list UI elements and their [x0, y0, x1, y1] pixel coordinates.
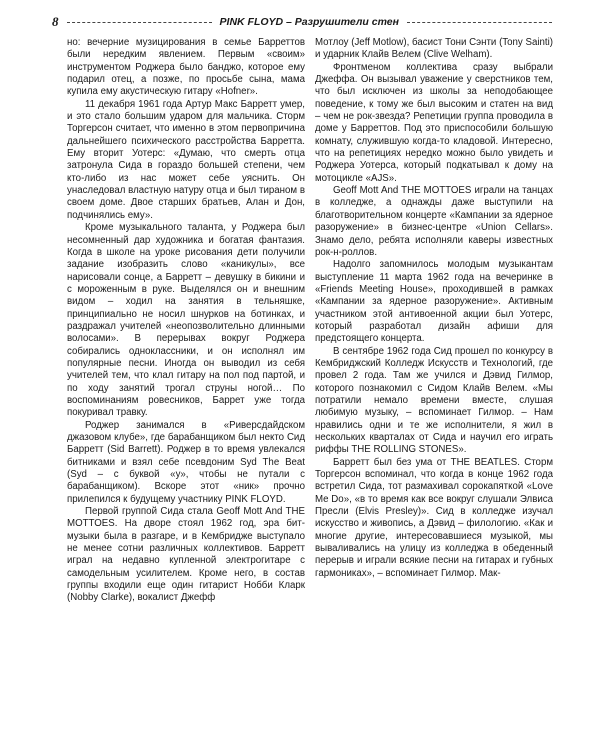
paragraph: В сентябре 1962 года Сид прошел по конкурсу в Кембриджский Колледж Искусств и Технологий, где провел 2 года. Там же учился и Дэвид Гилмор, которого познакомил с Сидом Клайв Велем. «Мы потратили немало времени вместе, слушая любимую музыку, – вспоминает Гилмор. – Нам нравились одни и те же исполнители, я жил в нескольких кварталах от Сида и научил его играть риффы THE ROLLING STONES».	[315, 345, 553, 456]
paragraph: Барретт был без ума от THE BEATLES. Сторм Торгерсон вспоминал, что когда в конце 1962 года встретил Сида, тот размахивал сорокапяткой «Love Me Do», «в то время как все вокруг слушали Элвиса Пресли (Elvis Presley)». Сид в колледже изучал искусство и живопись, а Дэвид – филологию. «Как и многие другие, интересовавшиеся музыкой, мы вываливались на улицу из колледжа в обеденный перерыв и играли всякие песни на гитарах и губных гармониках», – вспоминает Гилмор. Мак-	[315, 456, 553, 579]
right-column	[315, 37, 553, 737]
left-column	[67, 37, 305, 737]
header-rule-left	[67, 22, 212, 23]
paragraph: но: вечерние музицирования в семье Барреттов были нередким явлением. Первым «своим» инструментом Роджера было банджо, которое ему подарил отец, а позже, по просьбе сына, мама купила ему акустическую гитару «Hofner».	[67, 37, 305, 98]
running-title: PINK FLOYD – Разрушители стен	[219, 16, 399, 28]
paragraph: Мотлоу (Jeff Motlow), басист Тони Сэнти (Tony Sainti) и ударник Клайв Велем (Clive Welham).	[315, 37, 553, 61]
page-number: 8	[52, 14, 59, 29]
paragraph: 11 декабря 1961 года Артур Макс Барретт умер, и это стало большим ударом для мальчика. Сторм Торгерсон считает, что именно в этом первопричина дальнейшего психического расстройства Барретта. Ему вторит Уотерс: «Думаю, что смерть отца затронула Сида в гораздо большей степени, чем кто-либо из нас может себе уяснить. Он унаследовал властную натуру отца и был тираном в своем доме. Двое старших братьев, Алан и Дон, подчинялись ему».	[67, 98, 305, 221]
paragraph: Кроме музыкального таланта, у Роджера был несомненный дар художника и богатая фантазия. Когда в школе на уроке рисования дети получили задание изобразить слово «каникулы», все нарисовали сонце, а Барретт – девушку в бикини и с мороженным в руке. Выделялся он и внешним видом – ходил на занятия в тельняшке, принципиально не носил шнурков на ботинках, и раздражал учителей «неопозволительно длинными волосами». В перерывах вокруг Роджера собирались одноклассники, и он исполнял им популярные песни. Иногда он выводил из себя учителей тем, что клал гитару на пол под партой, и по ходу занятий трогал струны ногой… По воспоминаниям ровесников, Баррет уже тогда покуривал травку.	[67, 222, 305, 419]
paragraph: Первой группой Сида стала Geoff Mott And THE MOTTOES. На дворе стоял 1962 год, эра бит-музыки была в разгаре, и в Кембридже выступало не менее сотни различных коллективов. Барретт играл на недавно купленной электрогитаре с самодельным усилителем. Кроме него, в состав группы входили еще один гитарист Нобби Кларк (Nobby Clarke), вокалист Джефф	[67, 506, 305, 604]
paragraph: Надолго запомнилось молодым музыкантам выступление 11 марта 1962 года на вечеринке в «Friends Meeting House», проходившей в рамках «Кампании за ядерное разоружение». Активным участником этой антивоенной акции был Уотерс, который разработал дизайн афиши для предстоящего концерта.	[315, 259, 553, 345]
running-header	[52, 14, 552, 30]
paragraph: Geoff Mott And THE MOTTOES играли на танцах в колледже, а однажды даже выступили на благотворительном концерте «Кампании за ядерное разоружение» в бизнес-центре «Union Cellars». Знамо дело, ребята исполняли каверы известных рок-н-роллов.	[315, 185, 553, 258]
paragraph: Роджер занимался в «Риверсдайдском джазовом клубе», где барабанщиком был некто Сид Барретт (Sid Barrett). Роджер в то время увлекался битниками и взял себе псевдоним Syd The Beat (Syd – с буквой «y», чтобы не путали с барабанщиком). Вскоре этот «ник» прочно прилепился к будущему участнику PINK FLOYD.	[67, 419, 305, 505]
paragraph: Фронтменом коллектива сразу выбрали Джеффа. Он вызывал уважение у сверстников тем, что был исключен из школы за неподобающее поведение, к тому же был высоким и статен на вид – чем не рок-звезда? Репетиции группа проводила в доме у Барреттов. Под это приспособили большую комнату, служившую когда-то кладовой. Интересно, что на репетициях нередко можно было увидеть и Роджера Уотерса, который подкатывал к дому на мотоцикле «AJS».	[315, 61, 553, 184]
header-rule-right	[407, 22, 552, 23]
